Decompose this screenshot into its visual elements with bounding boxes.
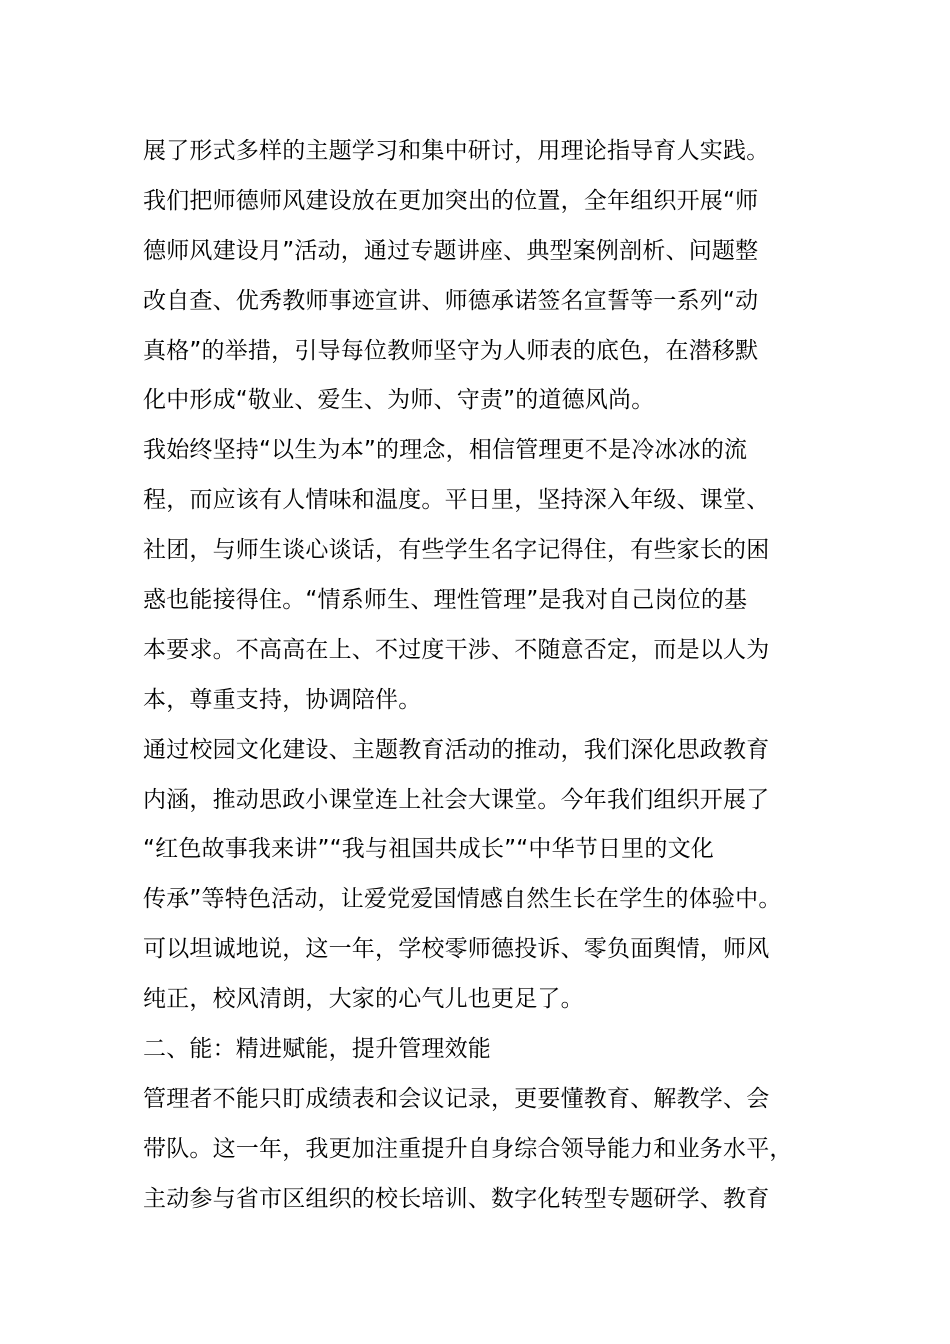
text-line: 带队。这一年，我更加注重提升自身综合领导能力和业务水平， [143,1135,793,1162]
text-line: “红色故事我来讲”“我与祖国共成长”“中华节日里的文化 [143,836,714,863]
text-line: 本要求。不高高在上、不过度干涉、不随意否定，而是以人为 [143,636,770,663]
body-text [143,127,815,1225]
section-heading: 二、能：精进赋能，提升管理效能 [143,1036,491,1063]
text-line: 改自查、优秀教师事迹宣讲、师德承诺签名宣誓等一系列“动 [143,287,759,314]
text-line: 管理者不能只盯成绩表和会议记录，更要懂教育、解教学、会 [143,1085,770,1112]
text-line: 德师风建设月”活动，通过专题讲座、典型案例剖析、问题整 [143,237,759,264]
text-line: 我始终坚持“以生为本”的理念，相信管理更不是冷冰冰的流 [143,437,748,464]
text-line: 内涵，推动思政小课堂连上社会大课堂。今年我们组织开展了 [143,786,770,813]
text-line: 化中形成“敬业、爱生、为师、守责”的道德风尚。 [143,387,655,414]
text-line: 展了形式多样的主题学习和集中研讨，用理论指导育人实践。 [143,138,770,164]
text-line: 传承”等特色活动，让爱党爱国情感自然生长在学生的体验中。 [143,886,782,913]
text-line: 程，而应该有人情味和温度。平日里，坚持深入年级、课堂、 [143,487,770,514]
text-line: 我们把师德师风建设放在更加突出的位置，全年组织开展“师 [143,187,759,214]
text-line: 社团，与师生谈心谈话，有些学生名字记得住，有些家长的困 [143,537,770,564]
text-line: 本，尊重支持，协调陪伴。 [143,686,422,713]
text-line: 惑也能接得住。“情系师生、理性管理”是我对自己岗位的基 [143,587,748,614]
text-line: 通过校园文化建设、主题教育活动的推动，我们深化思政教育 [143,736,770,763]
text-line: 主动参与省市区组织的校长培训、数字化转型专题研学、教育 [143,1185,770,1212]
text-line: 纯正，校风清朗，大家的心气儿也更足了。 [143,986,584,1013]
text-line: 可以坦诚地说，这一年，学校零师德投诉、零负面舆情，师风 [143,936,770,963]
text-line: 真格”的举措，引导每位教师坚守为人师表的底色，在潜移默 [143,337,759,364]
